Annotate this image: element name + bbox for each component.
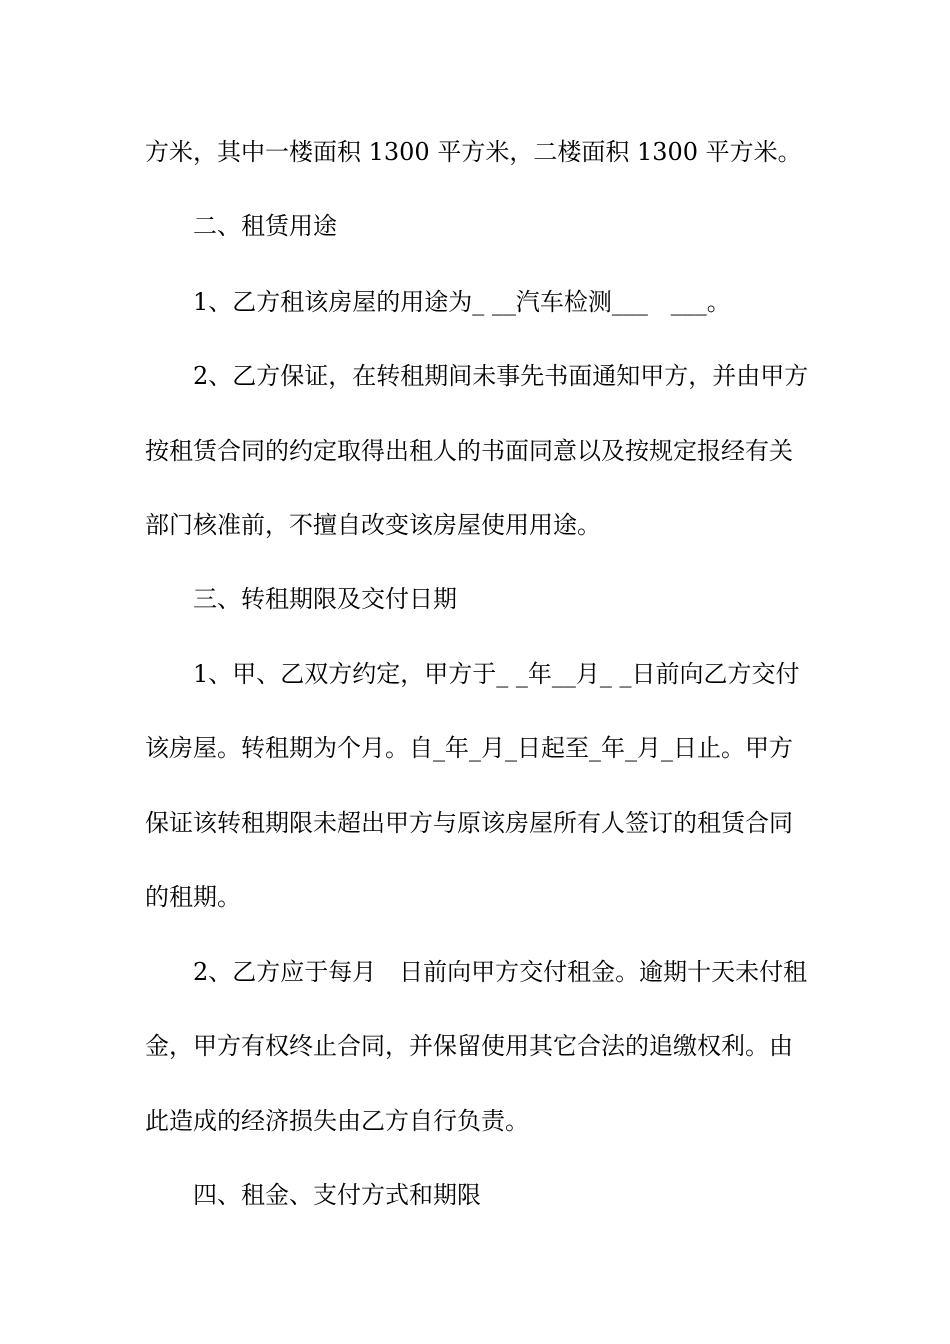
paragraph-line: 部门核准前，不擅自改变该房屋使用用途。	[145, 511, 601, 539]
paragraph-line: 按租赁合同的约定取得出租人的书面同意以及按规定报经有关	[145, 437, 793, 465]
paragraph-line: 的租期。	[145, 883, 241, 911]
paragraph-line: 1、乙方租该房屋的用途为_ __汽车检测___ ___。	[193, 288, 731, 316]
paragraph-line: 2、乙方保证，在转租期间未事先书面通知甲方，并由甲方	[193, 362, 809, 390]
paragraph-line: 方米，其中一楼面积 1300 平方米，二楼面积 1300 平方米。	[145, 138, 802, 166]
paragraph-line: 该房屋。转租期为个月。自_年_月_日起至_年_月_日止。甲方	[145, 734, 793, 762]
paragraph-line: 金，甲方有权终止合同，并保留使用其它合法的追缴权利。由	[145, 1032, 793, 1060]
paragraph-line: 此造成的经济损失由乙方自行负责。	[145, 1107, 529, 1135]
section-heading: 二、租赁用途	[193, 212, 337, 240]
paragraph-line: 1、甲、乙双方约定，甲方于_ _年__月_ _日前向乙方交付	[193, 660, 800, 688]
paragraph-line: 2、乙方应于每月 日前向甲方交付租金。逾期十天未付租	[193, 958, 808, 986]
paragraph-line: 保证该转租期限未超出甲方与原该房屋所有人签订的租赁合同	[145, 809, 793, 837]
section-heading: 三、转租期限及交付日期	[193, 585, 457, 613]
section-heading: 四、租金、支付方式和期限	[193, 1181, 481, 1209]
